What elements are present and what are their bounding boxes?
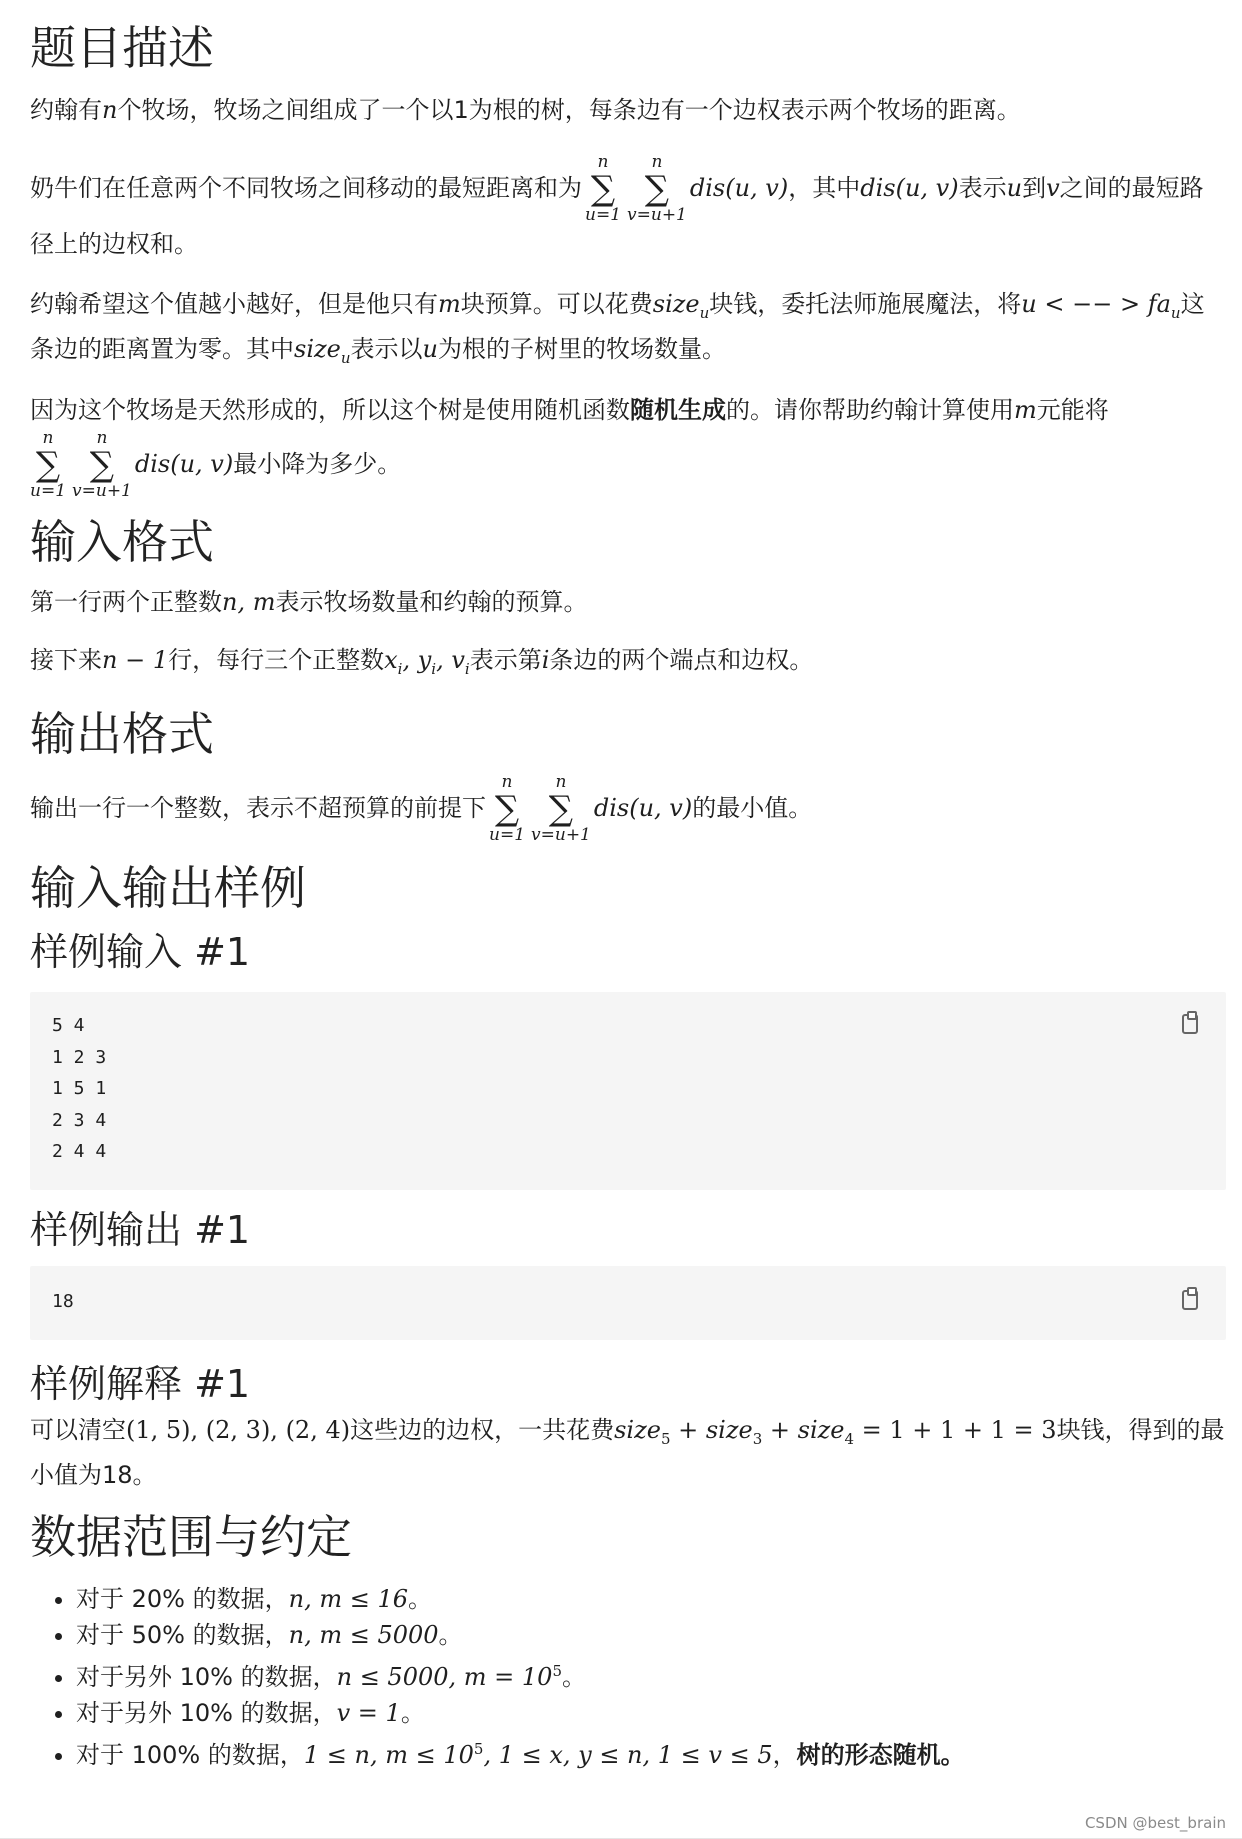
desc-paragraph-3: 约翰希望这个值越小越好，但是他只有m块预算。可以花费size$_u$块钱，委托法师施展魔法，将u < −− > $fa_u$这条边的距离置为零。其中size$_u$表示以u为根的子树里的牧场数量。	[30, 290, 1205, 367]
samples-heading: 输入输出样例	[30, 861, 306, 916]
description-heading: 题目描述	[30, 21, 214, 75]
sum-symbol: n ∑ v=u+1	[72, 427, 132, 501]
code-line: 2 3 4	[52, 1109, 107, 1131]
watermark: CSDN @best_brain	[1084, 1814, 1226, 1832]
list-item: • 对于 50% 的数据，n, m ≤ 5000。	[76, 1617, 1226, 1653]
constraints-list	[30, 1581, 1226, 1773]
code-line: 5 4	[52, 1015, 85, 1037]
sample-explain-text: 可以清空(1, 5), (2, 3), (2, 4)这些边的边权，一共花费size$_5$ + size$_3$ + size$_4$ = 1 + 1 + 1 = 3块钱，得到的最小值为18。	[30, 1416, 1225, 1490]
sample-output-block	[30, 1266, 1226, 1340]
input-format-line-2: 接下来n − 1行，每行三个正整数$x_i$, $y_i$, $v_i$表示第i条边的两个端点和边权。	[30, 645, 814, 678]
problem-content	[30, 14, 1226, 1773]
list-item: • 对于另外 10% 的数据，v = 1。	[76, 1695, 1226, 1731]
input-format-heading: 输入格式	[30, 514, 214, 569]
desc-paragraph-1: 约翰有n个牧场，牧场之间组成了一个以1为根的树，每条边有一个边权表示两个牧场的距离。	[30, 96, 1021, 124]
sample-explain-heading: 样例解释 #1	[30, 1362, 251, 1407]
code-line: 1 5 1	[52, 1078, 107, 1100]
sample-output-heading: 样例输出 #1	[30, 1208, 251, 1253]
list-item: • 对于 100% 的数据，1 ≤ n, $m \le 10^5$, 1 ≤ x, y ≤ n, 1 ≤ v ≤ 5，树的形态随机。	[76, 1731, 1226, 1773]
copy-icon[interactable]	[1182, 1014, 1198, 1034]
sample-input-block	[30, 992, 1226, 1190]
copy-icon[interactable]	[1182, 1290, 1198, 1310]
desc-paragraph-4: 因为这个牧场是天然形成的，所以这个树是使用随机函数随机生成的。请你帮助约翰计算使用m元能将 n ∑ u=1 n ∑ v=u+1 dis(u, v)最小降为多少。	[30, 395, 1109, 501]
sum-symbol: n ∑ u=1	[30, 427, 67, 501]
desc-paragraph-2: 奶牛们在任意两个不同牧场之间移动的最短距离和为 n ∑ u=1 n ∑ v=u+1 dis(u, v)，其中dis(u, v)表示u到v之间的最短路径上的边权和。	[30, 152, 1204, 258]
constraints-heading: 数据范围与约定	[30, 1510, 352, 1565]
code-line: 1 2 3	[52, 1046, 107, 1068]
sum-symbol: n ∑ u=1	[585, 152, 622, 225]
sample-input-heading: 样例输入 #1	[30, 930, 251, 975]
sum-symbol: n ∑ v=u+1	[531, 772, 591, 846]
sum-symbol: n ∑ u=1	[489, 772, 526, 846]
code-line: 18	[52, 1291, 74, 1313]
list-item: • 对于另外 10% 的数据，n ≤ 5000, $m = 10^5$。	[76, 1653, 1226, 1695]
list-item: • 对于 20% 的数据，n, m ≤ 16。	[76, 1581, 1226, 1617]
output-format-heading: 输出格式	[30, 707, 214, 762]
output-format-line: 输出一行一个整数，表示不超预算的前提下 n ∑ u=1 n ∑ v=u+1 dis(u, v)的最小值。	[30, 772, 813, 846]
sum-symbol: n ∑ v=u+1	[627, 152, 687, 225]
input-format-line-1: 第一行两个正整数n, m表示牧场数量和约翰的预算。	[30, 587, 588, 616]
code-line: 2 4 4	[52, 1141, 107, 1163]
